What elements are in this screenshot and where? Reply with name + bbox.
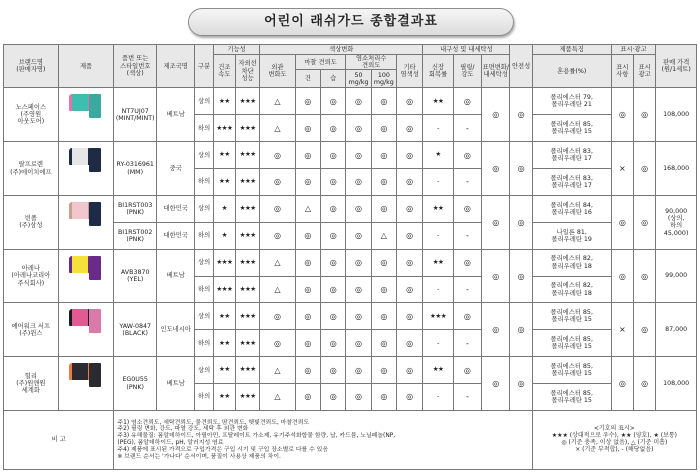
fiber-cell: 폴리에스터 85, 폴리우레탄 15 [532,357,611,384]
elong-rating: - [423,115,453,142]
uv-rating: ★★★ [235,357,259,384]
elong-rating: ★★ [423,357,453,384]
dry-rating: ★★ [213,357,235,384]
cl50-mark: ◎ [346,115,371,142]
hdr-label-a: 표시 사항 [611,55,633,88]
rub-dry-mark: ◎ [295,303,320,330]
hdr-other-fast: 기타 염색성 [396,55,422,88]
table-row [4,303,697,330]
product-image [58,249,114,303]
rub-wet-mark: ◎ [321,303,346,330]
product-image [58,142,114,196]
product-image [58,88,114,142]
pill-mark: - [453,384,481,411]
cl100-mark: ◎ [371,384,396,411]
safety-mark: ◎ [510,357,532,411]
hdr-origin: 제조국명 [156,45,194,88]
uv-rating: ★★★ [235,169,259,196]
appearance-mark: ◎ [260,169,295,196]
brand-cell: 노스페이스 (주영원 아웃도어) [4,88,59,142]
pill-mark: - [453,222,481,249]
price-cell: 87,000 [656,303,697,357]
pill-mark: - [453,276,481,303]
other-fast-mark: ◎ [396,195,422,222]
dim-mark: ◎ [482,195,510,249]
brand-cell: 빈폴 (주)삼성 [4,195,59,249]
model-cell: BI1RST003 (PNK) [114,195,157,222]
rub-dry-mark: ◎ [295,330,320,357]
fiber-cell: 폴리에스터 85, 폴리우레탄 15 [532,384,611,411]
title-area [0,0,700,42]
label-a-mark: × [611,303,633,357]
pill-mark: ◎ [453,357,481,384]
other-fast-mark: ◎ [396,357,422,384]
rub-wet-mark: ◎ [321,276,346,303]
dry-rating: ★★★ [213,115,235,142]
hdr-pill: 필링/ 강도 [453,55,481,88]
hdr-rub-wet: 습 [321,70,346,88]
dim-mark: ◎ [482,142,510,196]
hdr-rub: 마찰 견뢰도 [295,55,346,70]
appearance-mark: △ [260,88,295,115]
fiber-cell: 폴리에스터 79, 폴리우레탄 21 [532,88,611,115]
pants-image [89,309,101,333]
hdr-chlorine: 염소처리수 견뢰도 [346,55,397,70]
rub-wet-mark: ◎ [321,169,346,196]
fiber-cell: 폴리에스터 84, 폴리우레탄 16 [532,195,611,222]
label-b-mark: ◎ [634,357,656,411]
elong-rating: - [423,222,453,249]
fiber-cell: 폴리에스터 82, 폴리우레탄 18 [532,249,611,276]
price-cell: 108,000 [656,88,697,142]
cl100-mark: ◎ [371,195,396,222]
price-cell: 108,000 [656,357,697,411]
elong-rating: ★★★ [423,303,453,330]
table-row [4,249,697,276]
part-cell: 하의 [195,384,213,411]
brand-cell: 에어워크 서프 (주)윈스 [4,303,59,357]
cl100-mark: ◎ [371,115,396,142]
pants-image [89,256,101,280]
rub-wet-mark: ◎ [321,142,346,169]
label-a-mark: ◎ [611,249,633,303]
safety-mark: ◎ [510,88,532,142]
rub-dry-mark: ◎ [295,222,320,249]
table-row [4,357,697,384]
other-fast-mark: ◎ [396,330,422,357]
fiber-cell: 폴리에스터 83, 폴리우레탄 17 [532,169,611,196]
other-fast-mark: ◎ [396,169,422,196]
page-title: 어린이 래쉬가드 종합결과표 [188,8,514,36]
product-image [58,303,114,357]
legend [532,411,696,470]
appearance-mark: ◎ [260,303,295,330]
cl50-mark: ◎ [346,195,371,222]
model-cell: EG0U55 (PNK) [114,357,157,411]
cl100-mark: ◎ [371,330,396,357]
cl50-mark: ◎ [346,142,371,169]
appearance-mark: ◎ [260,330,295,357]
results-table [3,44,697,470]
hdr-product: 제품 [58,45,114,88]
cl100-mark: ◎ [371,276,396,303]
hdr-cl100: 100 mg/kg [371,70,396,88]
dry-rating: ★★★ [213,276,235,303]
dim-mark: ◎ [482,88,510,142]
elong-rating: - [423,330,453,357]
model-cell: RY-0316961 (MM) [114,142,157,196]
cl100-mark: ◎ [371,169,396,196]
hdr-durability: 내구성 및 내세탁성 [423,45,510,55]
shirt-image [69,363,91,380]
hdr-cl50: 50 mg/kg [346,70,371,88]
cl100-mark: ◎ [371,142,396,169]
part-cell: 하의 [195,115,213,142]
appearance-mark: ◎ [260,142,295,169]
fiber-cell: 폴리에스터 82, 폴리우레탄 18 [532,276,611,303]
origin-cell: 중국 [156,142,194,196]
rub-dry-mark: ◎ [295,115,320,142]
other-fast-mark: ◎ [396,303,422,330]
appearance-mark: ◎ [260,195,295,222]
model-cell: BI1RST002 (PNK) [114,222,157,249]
other-fast-mark: ◎ [396,222,422,249]
elong-rating: ★★ [423,88,453,115]
hdr-price: 판매 가격 (원/1세트) [656,45,697,88]
uv-rating: ★★★ [235,195,259,222]
pill-mark: - [453,330,481,357]
safety-mark: ◎ [510,195,532,249]
label-b-mark: ◎ [634,195,656,249]
model-cell: AVB3870 (YEL) [114,249,157,303]
legend-title: <기호의 표시> [593,425,635,433]
note-line: (PEG), 폼알데하이드, pH, 알러지성 염료 [117,440,224,446]
appearance-mark: ◎ [260,222,295,249]
rub-dry-mark: ◎ [295,88,320,115]
safety-mark: ◎ [510,249,532,303]
elong-rating: ★★ [423,249,453,276]
elong-rating: - [423,384,453,411]
rub-wet-mark: ◎ [321,195,346,222]
model-cell: YAW-0847 (BLACK) [114,303,157,357]
uv-rating: ★★★ [235,222,259,249]
hdr-spec: 제품특징 [532,45,611,55]
uv-rating: ★★★ [235,276,259,303]
part-cell: 상의 [195,142,213,169]
shirt-image [69,148,91,165]
rub-dry-mark: ◎ [295,357,320,384]
other-fast-mark: ◎ [396,384,422,411]
notes [114,411,532,470]
appearance-mark: △ [260,115,295,142]
dry-rating: ★★★ [213,249,235,276]
rub-dry-mark: ◎ [295,169,320,196]
cl50-mark: ◎ [346,276,371,303]
model-cell: NT7UJ07 (MINT/MINT) [114,88,157,142]
hdr-safety: 안전성 [510,45,532,88]
rub-wet-mark: ◎ [321,222,346,249]
dry-rating: ★★ [213,330,235,357]
pill-mark: - [453,169,481,196]
other-fast-mark: ◎ [396,142,422,169]
fiber-cell: 나일론 81, 폴리우레탄 19 [532,222,611,249]
dry-rating: ★ [213,195,235,222]
note-line: 주2) 필링 변화, 강도, 파열 강도, 세탁 후 외관 변화 [117,426,249,433]
part-cell: 상의 [195,88,213,115]
part-cell: 하의 [195,222,213,249]
legend-line-3: × (기준 부적합), - (해당없음) [575,445,654,453]
safety-mark: ◎ [510,303,532,357]
uv-rating: ★★★ [235,330,259,357]
rub-wet-mark: ◎ [321,88,346,115]
part-cell: 하의 [195,276,213,303]
rub-dry-mark: ◎ [295,276,320,303]
table-row [4,195,697,222]
uv-rating: ★★★ [235,249,259,276]
dry-rating: ★ [213,222,235,249]
origin-cell: 베트남 [156,88,194,142]
label-b-mark: ◎ [634,88,656,142]
shirt-image [69,202,91,219]
cl50-mark: ◎ [346,222,371,249]
note-line: 주1) 염소견뢰도, 세탁견뢰도, 물견뢰도, 땀견뢰도, 햇빛견뢰도, 마찰견뢰도 [117,419,310,426]
notes-label: 비 고 [4,411,114,470]
hdr-dry: 건조 속도 [213,55,235,88]
pill-mark: ◎ [453,142,481,169]
cl50-mark: ◎ [346,357,371,384]
elong-rating: - [423,169,453,196]
legend-line-1: ★★★ (상대적으로 우수), ★★ (양호), ★ (보통) [551,432,678,440]
origin-cell: 대한민국 [156,222,194,249]
pill-mark: ◎ [453,249,481,276]
rub-wet-mark: ◎ [321,330,346,357]
rub-wet-mark: ◎ [321,115,346,142]
note-line: 주3) 유해물질: 폼알데하이드, 아릴아민, 프탈레이트 가소제, 유기주석화합물 함량, 납, 카드뮴, 노닐페놀(NP, [117,433,396,440]
hdr-func: 기능성 [213,45,260,55]
label-a-mark: ◎ [611,88,633,142]
hdr-appearance: 외관 변화도 [260,55,295,88]
rub-dry-mark: △ [295,195,320,222]
shirt-image [69,256,91,273]
cl50-mark: ◎ [346,88,371,115]
cl50-mark: ◎ [346,169,371,196]
dry-rating: ★★ [213,303,235,330]
origin-cell: 베트남 [156,249,194,303]
label-b-mark: ◎ [634,142,656,196]
appearance-mark: △ [260,276,295,303]
label-b-mark: ◎ [634,303,656,357]
pill-mark: - [453,115,481,142]
brand-cell: 랄프로렌 (주)에이치에프 [4,142,59,196]
elong-rating: ★ [423,142,453,169]
uv-rating: ★★★ [235,88,259,115]
rub-wet-mark: ◎ [321,384,346,411]
table-row [4,142,697,169]
cl50-mark: ◎ [346,384,371,411]
part-cell: 상의 [195,195,213,222]
cl100-mark: ◎ [371,357,396,384]
rub-dry-mark: ◎ [295,249,320,276]
other-fast-mark: ◎ [396,249,422,276]
pants-image [89,94,101,118]
elong-rating: ★★ [423,195,453,222]
origin-cell: 대한민국 [156,195,194,222]
rub-dry-mark: ◎ [295,142,320,169]
note-line: 주4) 제품에 표시된 가격으로 구입가격은 구입 시기 및 구입 장소별로 다를 수 있음 [117,446,329,453]
pill-mark: ◎ [453,195,481,222]
uv-rating: ★★★ [235,142,259,169]
dim-mark: ◎ [482,249,510,303]
cl100-mark: ◎ [371,88,396,115]
pill-mark: ◎ [453,88,481,115]
part-cell: 하의 [195,330,213,357]
appearance-mark: △ [260,357,295,384]
origin-cell: 베트남 [156,357,194,411]
rub-dry-mark: ◎ [295,384,320,411]
shirt-image [69,309,91,326]
label-a-mark: ◎ [611,195,633,249]
dry-rating: ★★ [213,384,235,411]
price-cell: 99,000 [656,249,697,303]
product-image [58,357,114,411]
appearance-mark: △ [260,249,295,276]
dry-rating: ★★ [213,88,235,115]
dry-rating: ★★ [213,169,235,196]
hdr-label-b: 표시 광고 [634,55,656,88]
shirt-image [69,94,91,111]
hdr-fiber: 혼용률(%) [532,55,611,88]
pill-mark: ◎ [453,303,481,330]
hdr-rub-dry: 건 [295,70,320,88]
elong-rating: - [423,276,453,303]
part-cell: 하의 [195,169,213,196]
fiber-cell: 폴리에스터 85, 폴리우레탄 15 [532,330,611,357]
part-cell: 상의 [195,249,213,276]
cl100-mark: ◎ [371,303,396,330]
label-a-mark: ◎ [611,357,633,411]
uv-rating: ★★★ [235,115,259,142]
dry-rating: ★★ [213,142,235,169]
uv-rating: ★★★ [235,384,259,411]
cl100-mark: △ [371,222,396,249]
price-cell: 90,000 (상의, 하의 45,000) [656,195,697,249]
label-a-mark: × [611,142,633,196]
uv-rating: ★★★ [235,303,259,330]
other-fast-mark: ◎ [396,115,422,142]
pants-image [89,363,101,387]
cl50-mark: ◎ [346,330,371,357]
cl100-mark: ◎ [371,249,396,276]
hdr-colorfast: 색상변화 [260,45,423,55]
fiber-cell: 폴리에스터 85, 폴리우레탄 15 [532,115,611,142]
hdr-dim: 표면변화/ 내세탁성 [482,55,510,88]
pants-image [89,202,101,226]
fiber-cell: 폴리에스터 85, 폴리우레탄 15 [532,303,611,330]
hdr-brand: 브랜드명 (판매자명) [4,45,59,88]
cl50-mark: ◎ [346,249,371,276]
label-b-mark: ◎ [634,249,656,303]
safety-mark: ◎ [510,142,532,196]
appearance-mark: △ [260,384,295,411]
table-row [4,88,697,115]
rub-wet-mark: ◎ [321,249,346,276]
part-cell: 상의 [195,303,213,330]
hdr-label: 표시·광고 [611,45,656,55]
hdr-model: 품번 또는 스타일번호 (색상) [114,45,157,88]
fiber-cell: 폴리에스터 83, 폴리우레탄 17 [532,142,611,169]
dim-mark: ◎ [482,357,510,411]
brand-cell: 헐리 (주)원앤원 세계화 [4,357,59,411]
legend-line-2: ◎ (기준 충족, 이상 없음), △ (기준 미흡) [561,439,668,446]
price-cell: 168,000 [656,142,697,196]
hdr-elong: 신장 회복률 [423,55,453,88]
other-fast-mark: ◎ [396,276,422,303]
dim-mark: ◎ [482,303,510,357]
hdr-part: 구분 [195,45,213,88]
pants-image [89,148,101,172]
hdr-uv: 자외선 차단 성능 [235,55,259,88]
other-fast-mark: ◎ [396,88,422,115]
product-image [58,195,114,249]
cl50-mark: ◎ [346,303,371,330]
note-line: ※ 브랜드 순서는 '가나다' 순서이며, 품질이 사용상 제품의 차이. [117,453,281,460]
brand-cell: 아레나 (아레나코리아 주식회사) [4,249,59,303]
origin-cell: 인도네시아 [156,303,194,357]
rub-wet-mark: ◎ [321,357,346,384]
part-cell: 상의 [195,357,213,384]
